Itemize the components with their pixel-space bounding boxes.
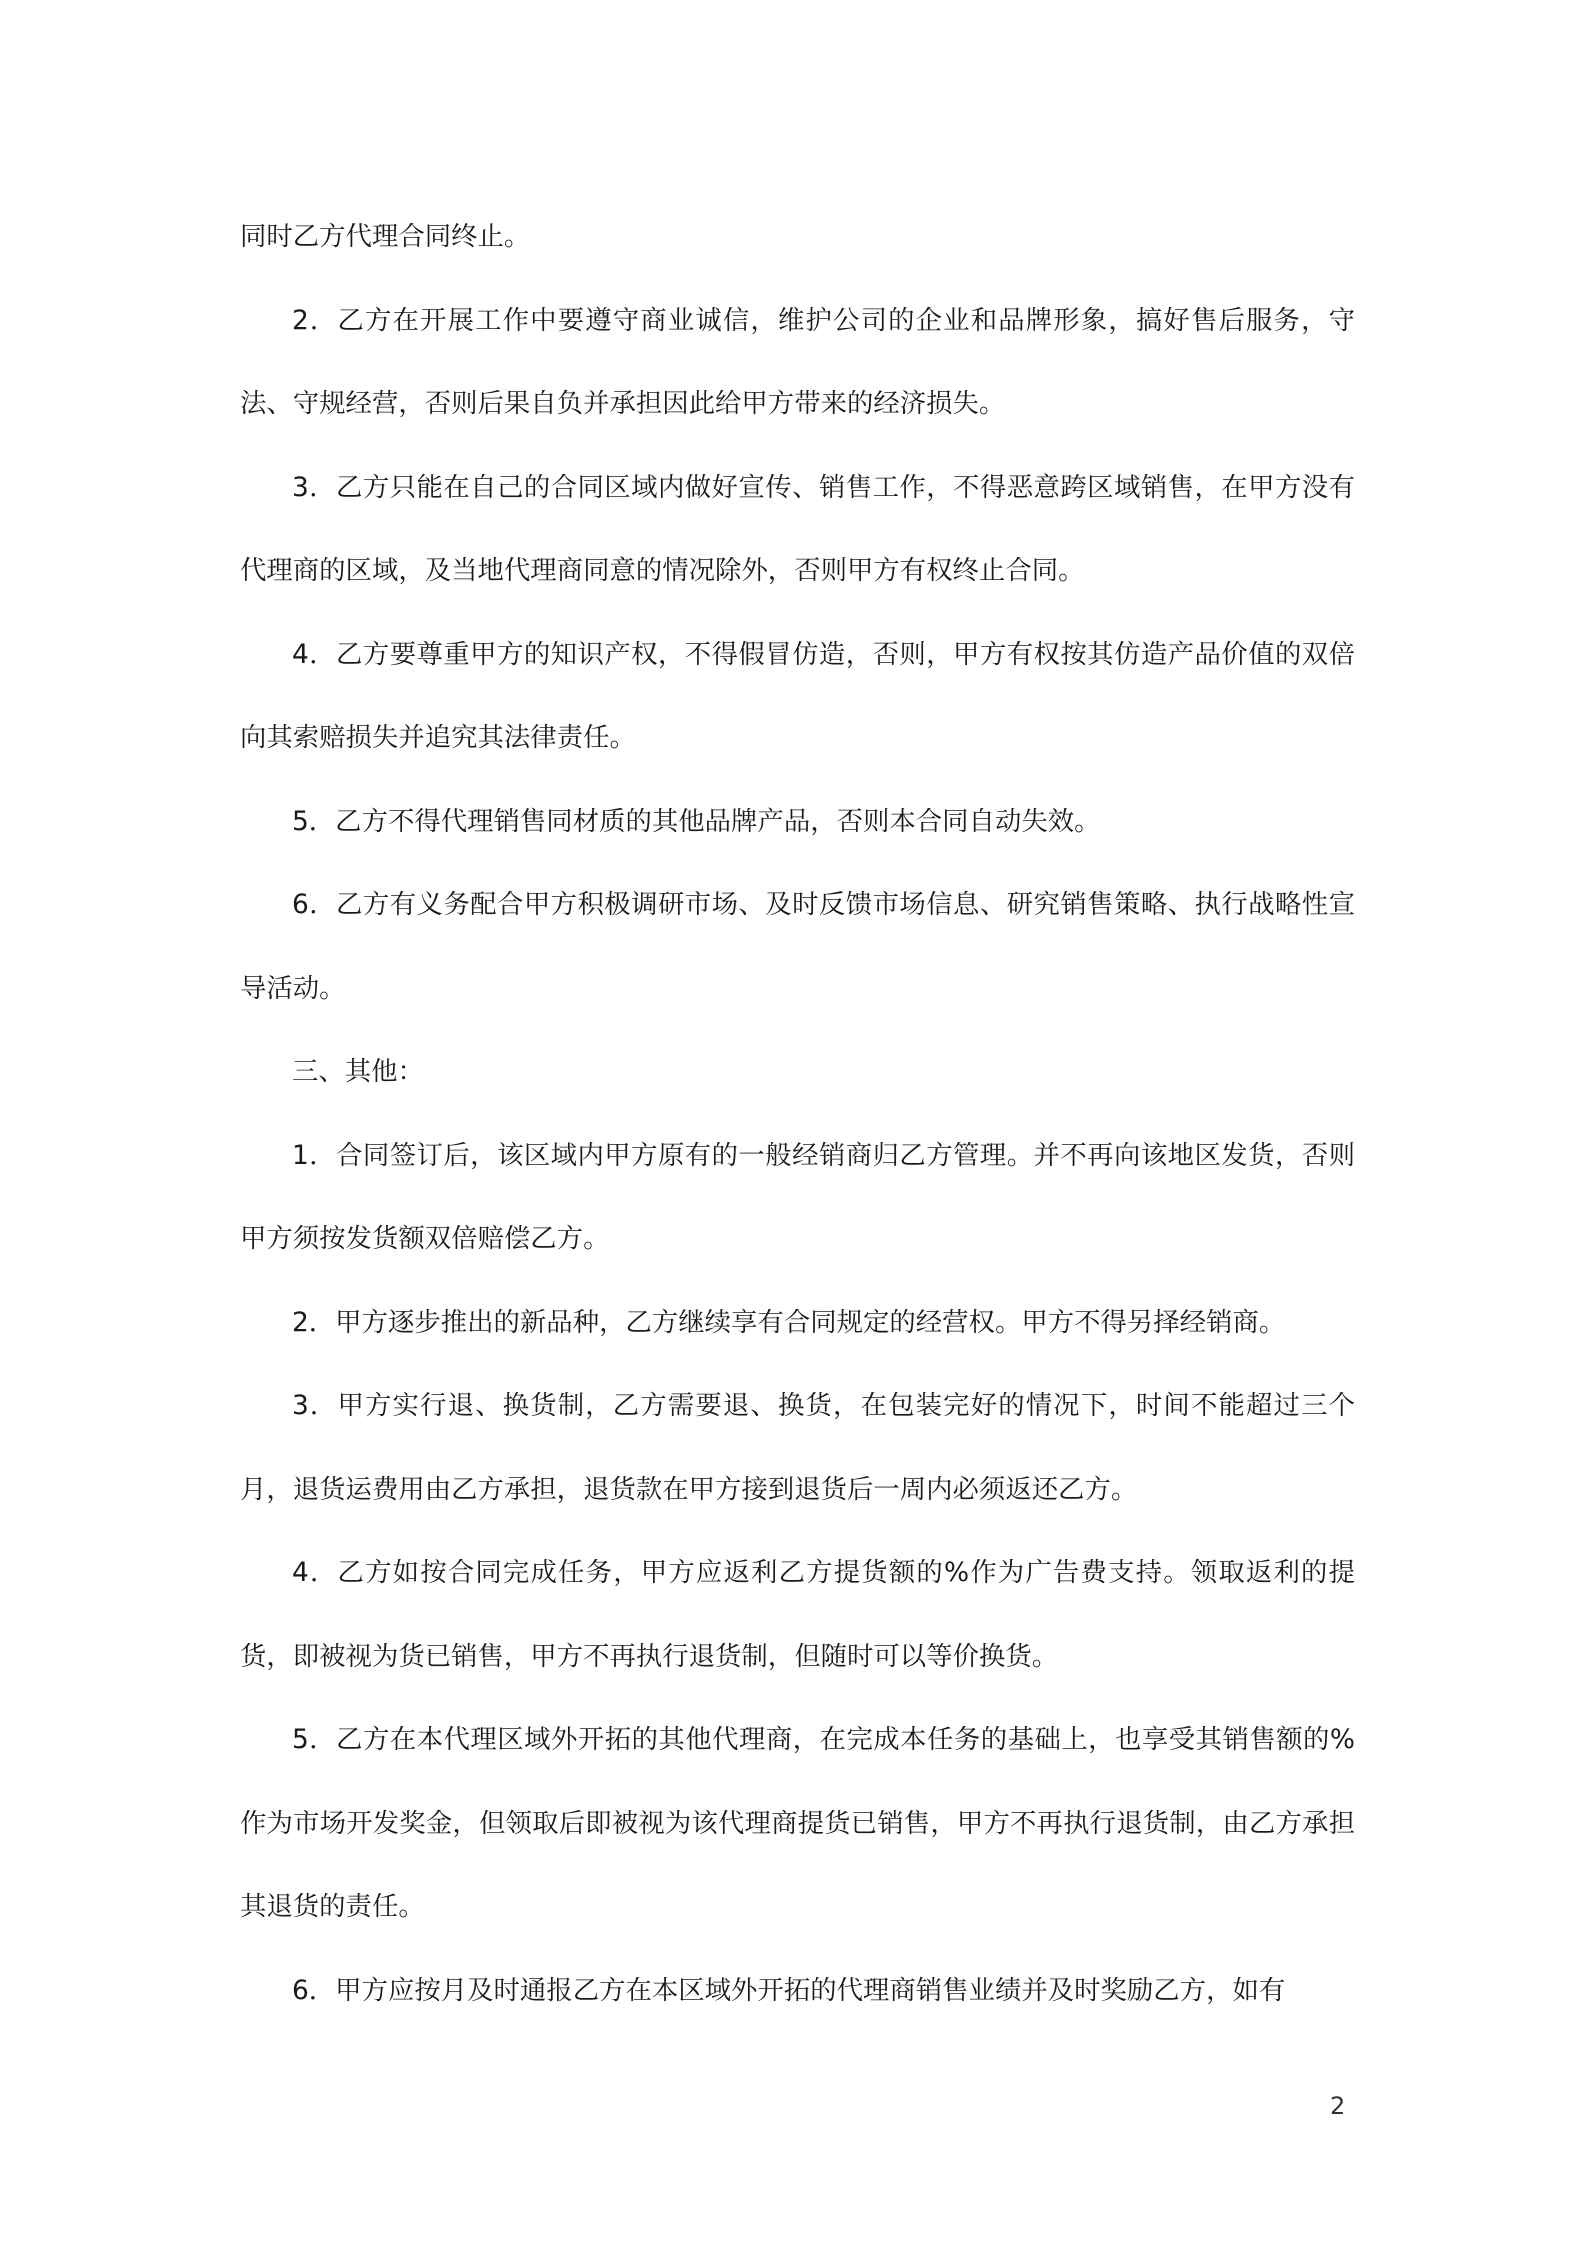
paragraph-other-1: 1．合同签订后，该区域内甲方原有的一般经销商归乙方管理。并不再向该地区发货，否则甲方须按发货额双倍赔偿乙方。	[240, 1139, 1355, 1254]
document-body	[240, 195, 1355, 2032]
paragraph-other-5: 5．乙方在本代理区域外开拓的其他代理商，在完成本任务的基础上，也享受其销售额的%作为市场开发奖金，但领取后即被视为该代理商提货已销售，甲方不再执行退货制，由乙方承担其退货的责任。	[240, 1724, 1355, 1922]
paragraph-other-6: 6．甲方应按月及时通报乙方在本区域外开拓的代理商销售业绩并及时奖励乙方，如有	[292, 1974, 1286, 2006]
paragraph-other-3: 3．甲方实行退、换货制，乙方需要退、换货，在包装完好的情况下，时间不能超过三个月，退货运费用由乙方承担，退货款在甲方接到退货后一周内必须返还乙方。	[240, 1390, 1355, 1505]
page-number: 2	[1330, 2092, 1346, 2120]
paragraph-other-2: 2．甲方逐步推出的新品种，乙方继续享有合同规定的经营权。甲方不得另择经销商。	[292, 1306, 1286, 1338]
section-heading-other: 三、其他：	[292, 1056, 424, 1087]
paragraph-clause-6: 6．乙方有义务配合甲方积极调研市场、及时反馈市场信息、研究销售策略、执行战略性宣导活动。	[240, 889, 1355, 1004]
paragraph-other-4: 4．乙方如按合同完成任务，甲方应返利乙方提货额的%作为广告费支持。领取返利的提货，即被视为货已销售，甲方不再执行退货制，但随时可以等价换货。	[240, 1557, 1355, 1672]
paragraph-clause-4: 4．乙方要尊重甲方的知识产权，不得假冒仿造，否则，甲方有权按其仿造产品价值的双倍向其索赔损失并追究其法律责任。	[240, 638, 1355, 753]
paragraph-clause-2: 2．乙方在开展工作中要遵守商业诚信，维护公司的企业和品牌形象，搞好售后服务，守法、守规经营，否则后果自负并承担因此给甲方带来的经济损失。	[240, 304, 1355, 419]
paragraph-clause-3: 3．乙方只能在自己的合同区域内做好宣传、销售工作，不得恶意跨区域销售，在甲方没有代理商的区域，及当地代理商同意的情况除外，否则甲方有权终止合同。	[240, 471, 1355, 586]
paragraph-clause-5: 5．乙方不得代理销售同材质的其他品牌产品，否则本合同自动失效。	[292, 805, 1101, 837]
paragraph-continuation: 同时乙方代理合同终止。	[240, 221, 531, 252]
